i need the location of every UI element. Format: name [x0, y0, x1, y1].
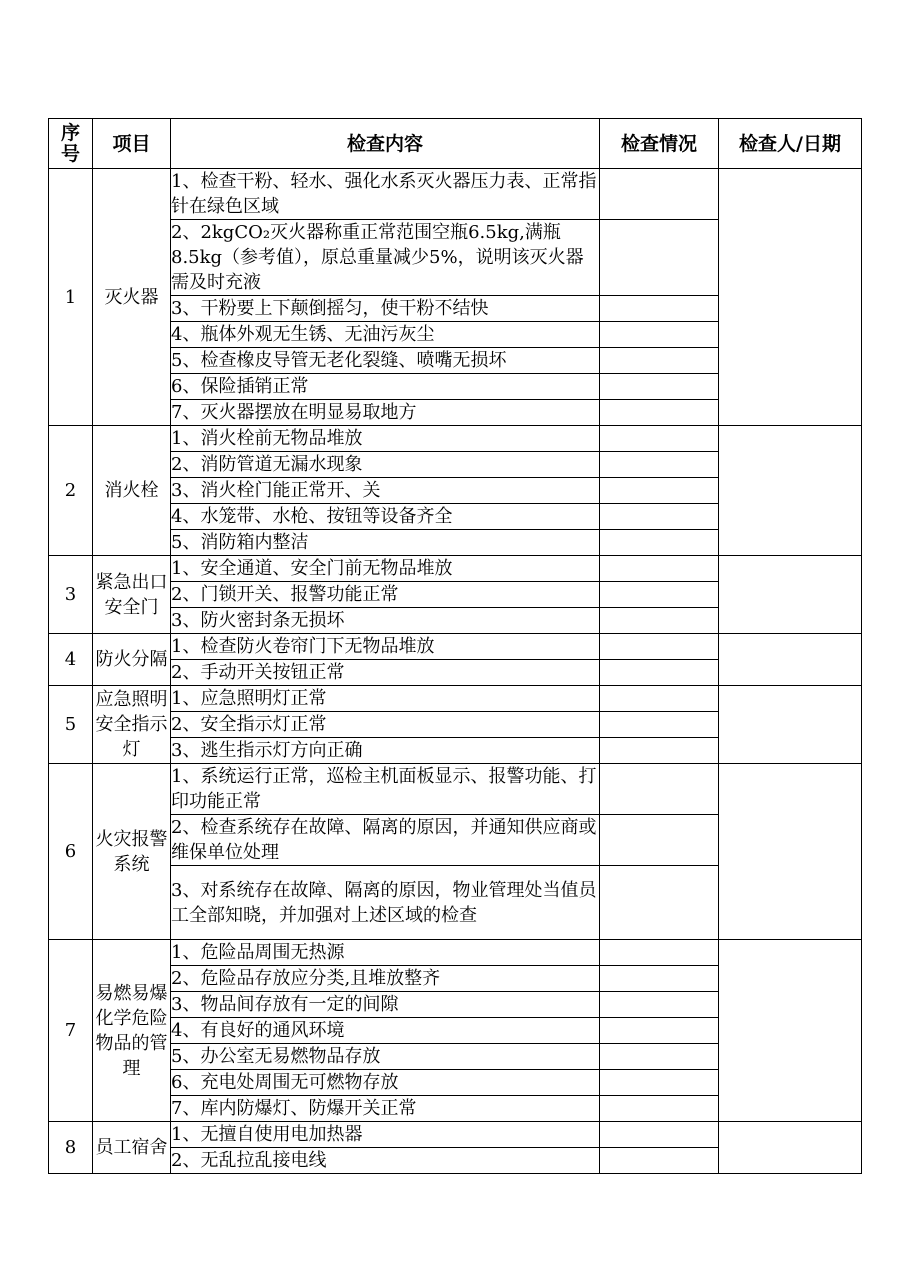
- inspector-date-cell[interactable]: [719, 686, 862, 764]
- check-status-cell[interactable]: [600, 608, 719, 634]
- check-content: 2、危险品存放应分类,且堆放整齐: [171, 966, 600, 992]
- check-status-cell[interactable]: [600, 966, 719, 992]
- check-status-cell[interactable]: [600, 556, 719, 582]
- section-item: 灭火器: [93, 169, 171, 426]
- section-item: 员工宿舍: [93, 1122, 171, 1174]
- check-content: 2、消防管道无漏水现象: [171, 452, 600, 478]
- inspector-date-cell[interactable]: [719, 169, 862, 426]
- check-content: 2、检查系统存在故障、隔离的原因，并通知供应商或维保单位处理: [171, 815, 600, 866]
- check-content: 1、检查干粉、轻水、强化水系灭火器压力表、正常指针在绿色区域: [171, 169, 600, 220]
- check-status-cell[interactable]: [600, 296, 719, 322]
- check-content: 1、危险品周围无热源: [171, 940, 600, 966]
- check-content: 1、应急照明灯正常: [171, 686, 600, 712]
- check-content: 4、瓶体外观无生锈、无油污灰尘: [171, 322, 600, 348]
- check-status-cell[interactable]: [600, 582, 719, 608]
- check-content: 2、安全指示灯正常: [171, 712, 600, 738]
- check-status-cell[interactable]: [600, 374, 719, 400]
- header-content: 检查内容: [171, 119, 600, 169]
- inspection-table: [48, 118, 862, 1174]
- table-row: [49, 169, 862, 220]
- check-status-cell[interactable]: [600, 712, 719, 738]
- section-item: 易燃易爆化学危险物品的管理: [93, 940, 171, 1122]
- check-status-cell[interactable]: [600, 738, 719, 764]
- check-status-cell[interactable]: [600, 660, 719, 686]
- check-content: 3、干粉要上下颠倒摇匀，使干粉不结快: [171, 296, 600, 322]
- check-status-cell[interactable]: [600, 992, 719, 1018]
- check-content: 6、充电处周围无可燃物存放: [171, 1070, 600, 1096]
- check-content: 2、手动开关按钮正常: [171, 660, 600, 686]
- table-row: [49, 634, 862, 660]
- header-status: 检查情况: [600, 119, 719, 169]
- section-number: 8: [49, 1122, 93, 1174]
- check-content: 1、消火栓前无物品堆放: [171, 426, 600, 452]
- section-number: 1: [49, 169, 93, 426]
- table-row: [49, 1122, 862, 1148]
- check-status-cell[interactable]: [600, 169, 719, 220]
- check-content: 1、安全通道、安全门前无物品堆放: [171, 556, 600, 582]
- check-status-cell[interactable]: [600, 452, 719, 478]
- check-status-cell[interactable]: [600, 220, 719, 296]
- check-status-cell[interactable]: [600, 348, 719, 374]
- section-number: 5: [49, 686, 93, 764]
- check-status-cell[interactable]: [600, 940, 719, 966]
- check-content: 4、有良好的通风环境: [171, 1018, 600, 1044]
- section-item: 应急照明安全指示灯: [93, 686, 171, 764]
- table-row: [49, 940, 862, 966]
- header-row: [49, 119, 862, 169]
- check-content: 6、保险插销正常: [171, 374, 600, 400]
- header-person: 检查人/日期: [719, 119, 862, 169]
- section-number: 4: [49, 634, 93, 686]
- check-content: 5、检查橡皮导管无老化裂缝、喷嘴无损坏: [171, 348, 600, 374]
- section-item: 防火分隔: [93, 634, 171, 686]
- table-body: [49, 169, 862, 1174]
- section-item: 火灾报警系统: [93, 764, 171, 940]
- section-item: 紧急出口安全门: [93, 556, 171, 634]
- inspector-date-cell[interactable]: [719, 634, 862, 686]
- check-status-cell[interactable]: [600, 1018, 719, 1044]
- check-status-cell[interactable]: [600, 1044, 719, 1070]
- check-content: 2、无乱拉乱接电线: [171, 1148, 600, 1174]
- table-row: [49, 426, 862, 452]
- check-status-cell[interactable]: [600, 322, 719, 348]
- table-row: [49, 686, 862, 712]
- check-status-cell[interactable]: [600, 1148, 719, 1174]
- check-status-cell[interactable]: [600, 866, 719, 940]
- check-status-cell[interactable]: [600, 686, 719, 712]
- inspector-date-cell[interactable]: [719, 426, 862, 556]
- inspector-date-cell[interactable]: [719, 1122, 862, 1174]
- check-content: 3、对系统存在故障、隔离的原因，物业管理处当值员工全部知晓，并加强对上述区域的检查: [171, 866, 600, 940]
- section-number: 3: [49, 556, 93, 634]
- check-content: 2、2kgCO₂灭火器称重正常范围空瓶6.5kg,满瓶8.5kg（参考值），原总重量减少5%，说明该灭火器需及时充液: [171, 220, 600, 296]
- check-content: 3、物品间存放有一定的间隙: [171, 992, 600, 1018]
- check-content: 1、系统运行正常，巡检主机面板显示、报警功能、打印功能正常: [171, 764, 600, 815]
- inspector-date-cell[interactable]: [719, 556, 862, 634]
- check-status-cell[interactable]: [600, 1096, 719, 1122]
- check-status-cell[interactable]: [600, 504, 719, 530]
- check-content: 2、门锁开关、报警功能正常: [171, 582, 600, 608]
- table-row: [49, 556, 862, 582]
- check-status-cell[interactable]: [600, 530, 719, 556]
- check-status-cell[interactable]: [600, 426, 719, 452]
- table-row: [49, 764, 862, 815]
- section-number: 2: [49, 426, 93, 556]
- section-number: 7: [49, 940, 93, 1122]
- check-content: 3、消火栓门能正常开、关: [171, 478, 600, 504]
- check-content: 1、无擅自使用电加热器: [171, 1122, 600, 1148]
- header-no: 序号: [49, 119, 93, 169]
- section-number: 6: [49, 764, 93, 940]
- check-content: 3、逃生指示灯方向正确: [171, 738, 600, 764]
- check-content: 5、消防箱内整洁: [171, 530, 600, 556]
- check-content: 7、灭火器摆放在明显易取地方: [171, 400, 600, 426]
- inspector-date-cell[interactable]: [719, 764, 862, 940]
- check-content: 4、水笼带、水枪、按钮等设备齐全: [171, 504, 600, 530]
- check-status-cell[interactable]: [600, 815, 719, 866]
- check-status-cell[interactable]: [600, 400, 719, 426]
- check-status-cell[interactable]: [600, 478, 719, 504]
- header-item: 项目: [93, 119, 171, 169]
- section-item: 消火栓: [93, 426, 171, 556]
- check-status-cell[interactable]: [600, 1122, 719, 1148]
- check-status-cell[interactable]: [600, 764, 719, 815]
- check-status-cell[interactable]: [600, 634, 719, 660]
- check-content: 3、防火密封条无损坏: [171, 608, 600, 634]
- inspector-date-cell[interactable]: [719, 940, 862, 1122]
- check-status-cell[interactable]: [600, 1070, 719, 1096]
- check-content: 7、库内防爆灯、防爆开关正常: [171, 1096, 600, 1122]
- check-content: 1、检查防火卷帘门下无物品堆放: [171, 634, 600, 660]
- check-content: 5、办公室无易燃物品存放: [171, 1044, 600, 1070]
